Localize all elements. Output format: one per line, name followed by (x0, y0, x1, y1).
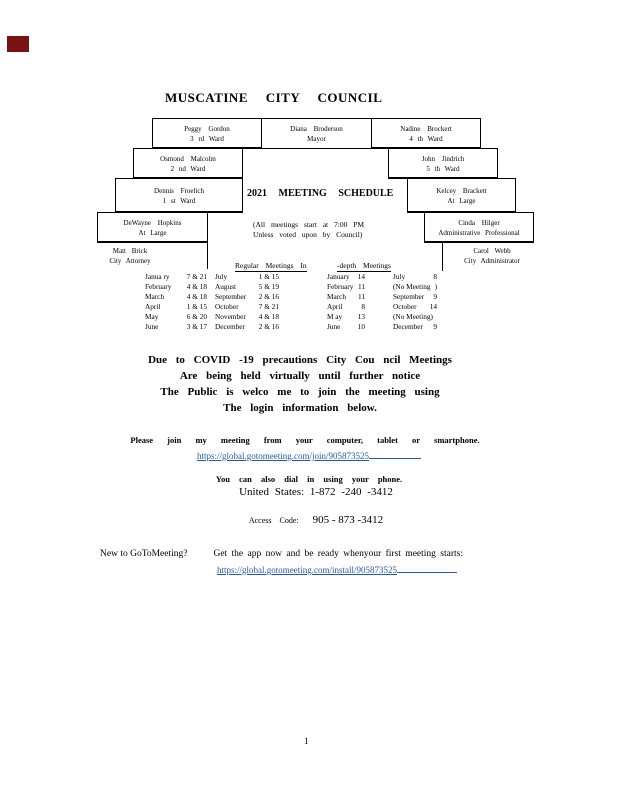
join-meeting-link[interactable]: https://global.gotomeeting.com/join/905873525 (197, 451, 369, 461)
schedule-cell (327, 312, 365, 321)
schedule-month: Janua ry (145, 272, 170, 281)
schedule-days: 6 & 20 (186, 312, 207, 321)
schedule-cell (327, 292, 365, 301)
schedule-cell (215, 282, 279, 291)
member-box-carol-webb (442, 247, 542, 266)
schedule-month: January (327, 272, 350, 281)
schedule-note-line2: Unless voted upon by Council) (253, 230, 363, 239)
member-role: 3 rd Ward (190, 134, 224, 143)
schedule-cell (393, 292, 437, 301)
schedule-month: May (145, 312, 159, 321)
covid-notice-line: Due to COVID -19 precautions City Cou ncil Meetings (148, 354, 452, 366)
schedule-month: April (327, 302, 343, 311)
dial-info-text: You can also dial in using your phone. (215, 474, 403, 484)
schedule-month: October (215, 302, 239, 311)
schedule-month: August (215, 282, 237, 291)
member-role: 1 st Ward (162, 196, 196, 205)
schedule-cell (145, 312, 207, 321)
schedule-month: (No Meeting (393, 282, 431, 291)
member-name: Diana Broderson (290, 125, 343, 133)
install-prompt-question: New to GoToMeeting? (100, 549, 188, 559)
member-box-kelcey-brackett (407, 178, 516, 213)
member-name: Carol Webb (473, 247, 511, 255)
schedule-month: December (215, 322, 245, 331)
page-number: 1 (304, 736, 309, 746)
schedule-days: 7 & 21 (186, 272, 207, 281)
schedule-month: July (215, 272, 228, 281)
schedule-header-indepth: -depth Meetings (337, 261, 391, 270)
schedule-days: 13 (357, 312, 365, 321)
schedule-cell (393, 322, 437, 331)
install-prompt-text: Get the app now and be ready whenyour first meeting starts: (213, 549, 463, 559)
schedule-month: M ay (327, 312, 343, 321)
schedule-cell (145, 322, 207, 331)
member-box-matt-brick (80, 247, 180, 266)
member-role: Administrative Professional (438, 228, 520, 237)
install-link-row (217, 562, 457, 575)
schedule-days: 14 (357, 272, 365, 281)
access-code-row (0, 514, 618, 526)
meeting-schedule-heading: 2021 MEETING SCHEDULE (247, 188, 394, 199)
schedule-note-line1: (All meetings start at 7:00 PM (253, 220, 365, 229)
schedule-month: June (327, 322, 341, 331)
schedule-cell (145, 302, 207, 311)
schedule-days: 2 & 16 (258, 292, 279, 301)
member-name: DeWayne Hopkins (123, 219, 182, 227)
member-role: City Administrator (464, 256, 520, 265)
access-code-label: Access Code: (248, 516, 299, 525)
member-box-dewayne-hopkins (97, 212, 208, 243)
member-box-osmond-malcolm (133, 148, 243, 179)
schedule-cell (393, 312, 437, 321)
join-link-row (0, 448, 618, 461)
schedule-month: September (215, 292, 247, 301)
schedule-month: October (393, 302, 417, 311)
schedule-days: 10 (357, 322, 365, 331)
schedule-note (253, 220, 364, 240)
schedule-days: 4 & 18 (186, 282, 207, 291)
corner-red-mark (7, 36, 29, 52)
schedule-days: 7 & 21 (258, 302, 279, 311)
link-underline-extension (369, 448, 421, 459)
member-role: 2 nd Ward (170, 164, 206, 173)
schedule-cell (393, 282, 437, 291)
schedule-cell (327, 322, 365, 331)
schedule-cell (145, 282, 207, 291)
schedule-cell (215, 302, 279, 311)
schedule-days: 11 (357, 282, 365, 291)
us-phone-number: United States: 1-872 -240 -3412 (239, 486, 393, 498)
schedule-days: 4 & 18 (258, 312, 279, 321)
install-app-link[interactable]: https://global.gotomeeting.com/install/905873525 (217, 565, 397, 575)
member-box-dennis-froelich (115, 178, 243, 213)
schedule-cell (215, 322, 279, 331)
schedule-days: 14 (429, 302, 437, 311)
schedule-month: November (215, 312, 246, 321)
member-box-diana-broderson (261, 118, 372, 149)
invite-text: Please join my meeting from your computer, tablet or smartphone. (130, 435, 480, 445)
member-name: Kelcey Brackett (436, 187, 487, 195)
schedule-days: 8 (361, 302, 365, 311)
covid-notice-line: The Public is welco me to join the meeting using (160, 386, 440, 398)
page-title: MUSCATINE CITY COUNCIL (165, 90, 383, 105)
schedule-month: July (393, 272, 406, 281)
schedule-cell (215, 292, 279, 301)
schedule-days: 9 (433, 322, 437, 331)
schedule-days: 9 (433, 292, 437, 301)
schedule-month: December (393, 322, 423, 331)
schedule-month: February (327, 282, 354, 291)
install-prompt (100, 549, 463, 559)
covid-notice-line: The login information below. (223, 402, 377, 414)
schedule-cell (327, 272, 365, 281)
schedule-days: 1 & 15 (258, 272, 279, 281)
schedule-cell (215, 312, 279, 321)
schedule-days: 8 (433, 272, 437, 281)
link-underline-extension (397, 562, 457, 573)
schedule-month: March (145, 292, 165, 301)
schedule-header-regular: Regular Meetings In (235, 261, 307, 270)
member-role: 4 th Ward (409, 134, 443, 143)
schedule-days: 1 & 15 (186, 302, 207, 311)
schedule-month: April (145, 302, 161, 311)
access-code-value: 905 - 873 -3412 (312, 514, 384, 526)
member-role: Mayor (307, 134, 326, 143)
member-box-cinda-hilger (424, 212, 534, 243)
member-name: Osmond Malcolm (160, 155, 216, 163)
member-name: Nadine Brockert (400, 125, 452, 133)
schedule-cell (327, 302, 365, 311)
schedule-month: (No Meeting) (393, 312, 433, 321)
schedule-days: 11 (357, 292, 365, 301)
schedule-cell (393, 272, 437, 281)
schedule-cell (393, 302, 437, 311)
member-name: Dennis Froelich (154, 187, 204, 195)
schedule-days: 3 & 17 (186, 322, 207, 331)
member-box-peggy-gordon (152, 118, 262, 149)
schedule-month: March (327, 292, 347, 301)
covid-notice (0, 352, 600, 416)
member-role: At Large (447, 196, 476, 205)
schedule-month: September (393, 292, 425, 301)
schedule-days: ) (434, 282, 437, 291)
member-name: John Jindrich (421, 155, 465, 163)
schedule-cell (145, 292, 207, 301)
connector-line (207, 243, 208, 269)
covid-notice-line: Are being held virtually until further notice (179, 370, 421, 382)
schedule-cell (215, 272, 279, 281)
member-box-nadine-brockert (371, 118, 481, 149)
member-role: City Attorney (109, 256, 151, 265)
schedule-days: 4 & 18 (186, 292, 207, 301)
connector-line (442, 243, 443, 271)
schedule-cell (145, 272, 207, 281)
schedule-days: 2 & 16 (258, 322, 279, 331)
member-role: 5 th Ward (426, 164, 460, 173)
member-name: Matt Brick (112, 247, 148, 255)
member-name: Cinda Hilger (458, 219, 500, 227)
schedule-month: February (145, 282, 172, 291)
schedule-month: June (145, 322, 159, 331)
schedule-days: 5 & 19 (258, 282, 279, 291)
schedule-cell (327, 282, 365, 291)
member-role: At Large (138, 228, 167, 237)
member-name: Peggy Gordon (184, 125, 230, 133)
member-box-john-jindrich (388, 148, 498, 179)
